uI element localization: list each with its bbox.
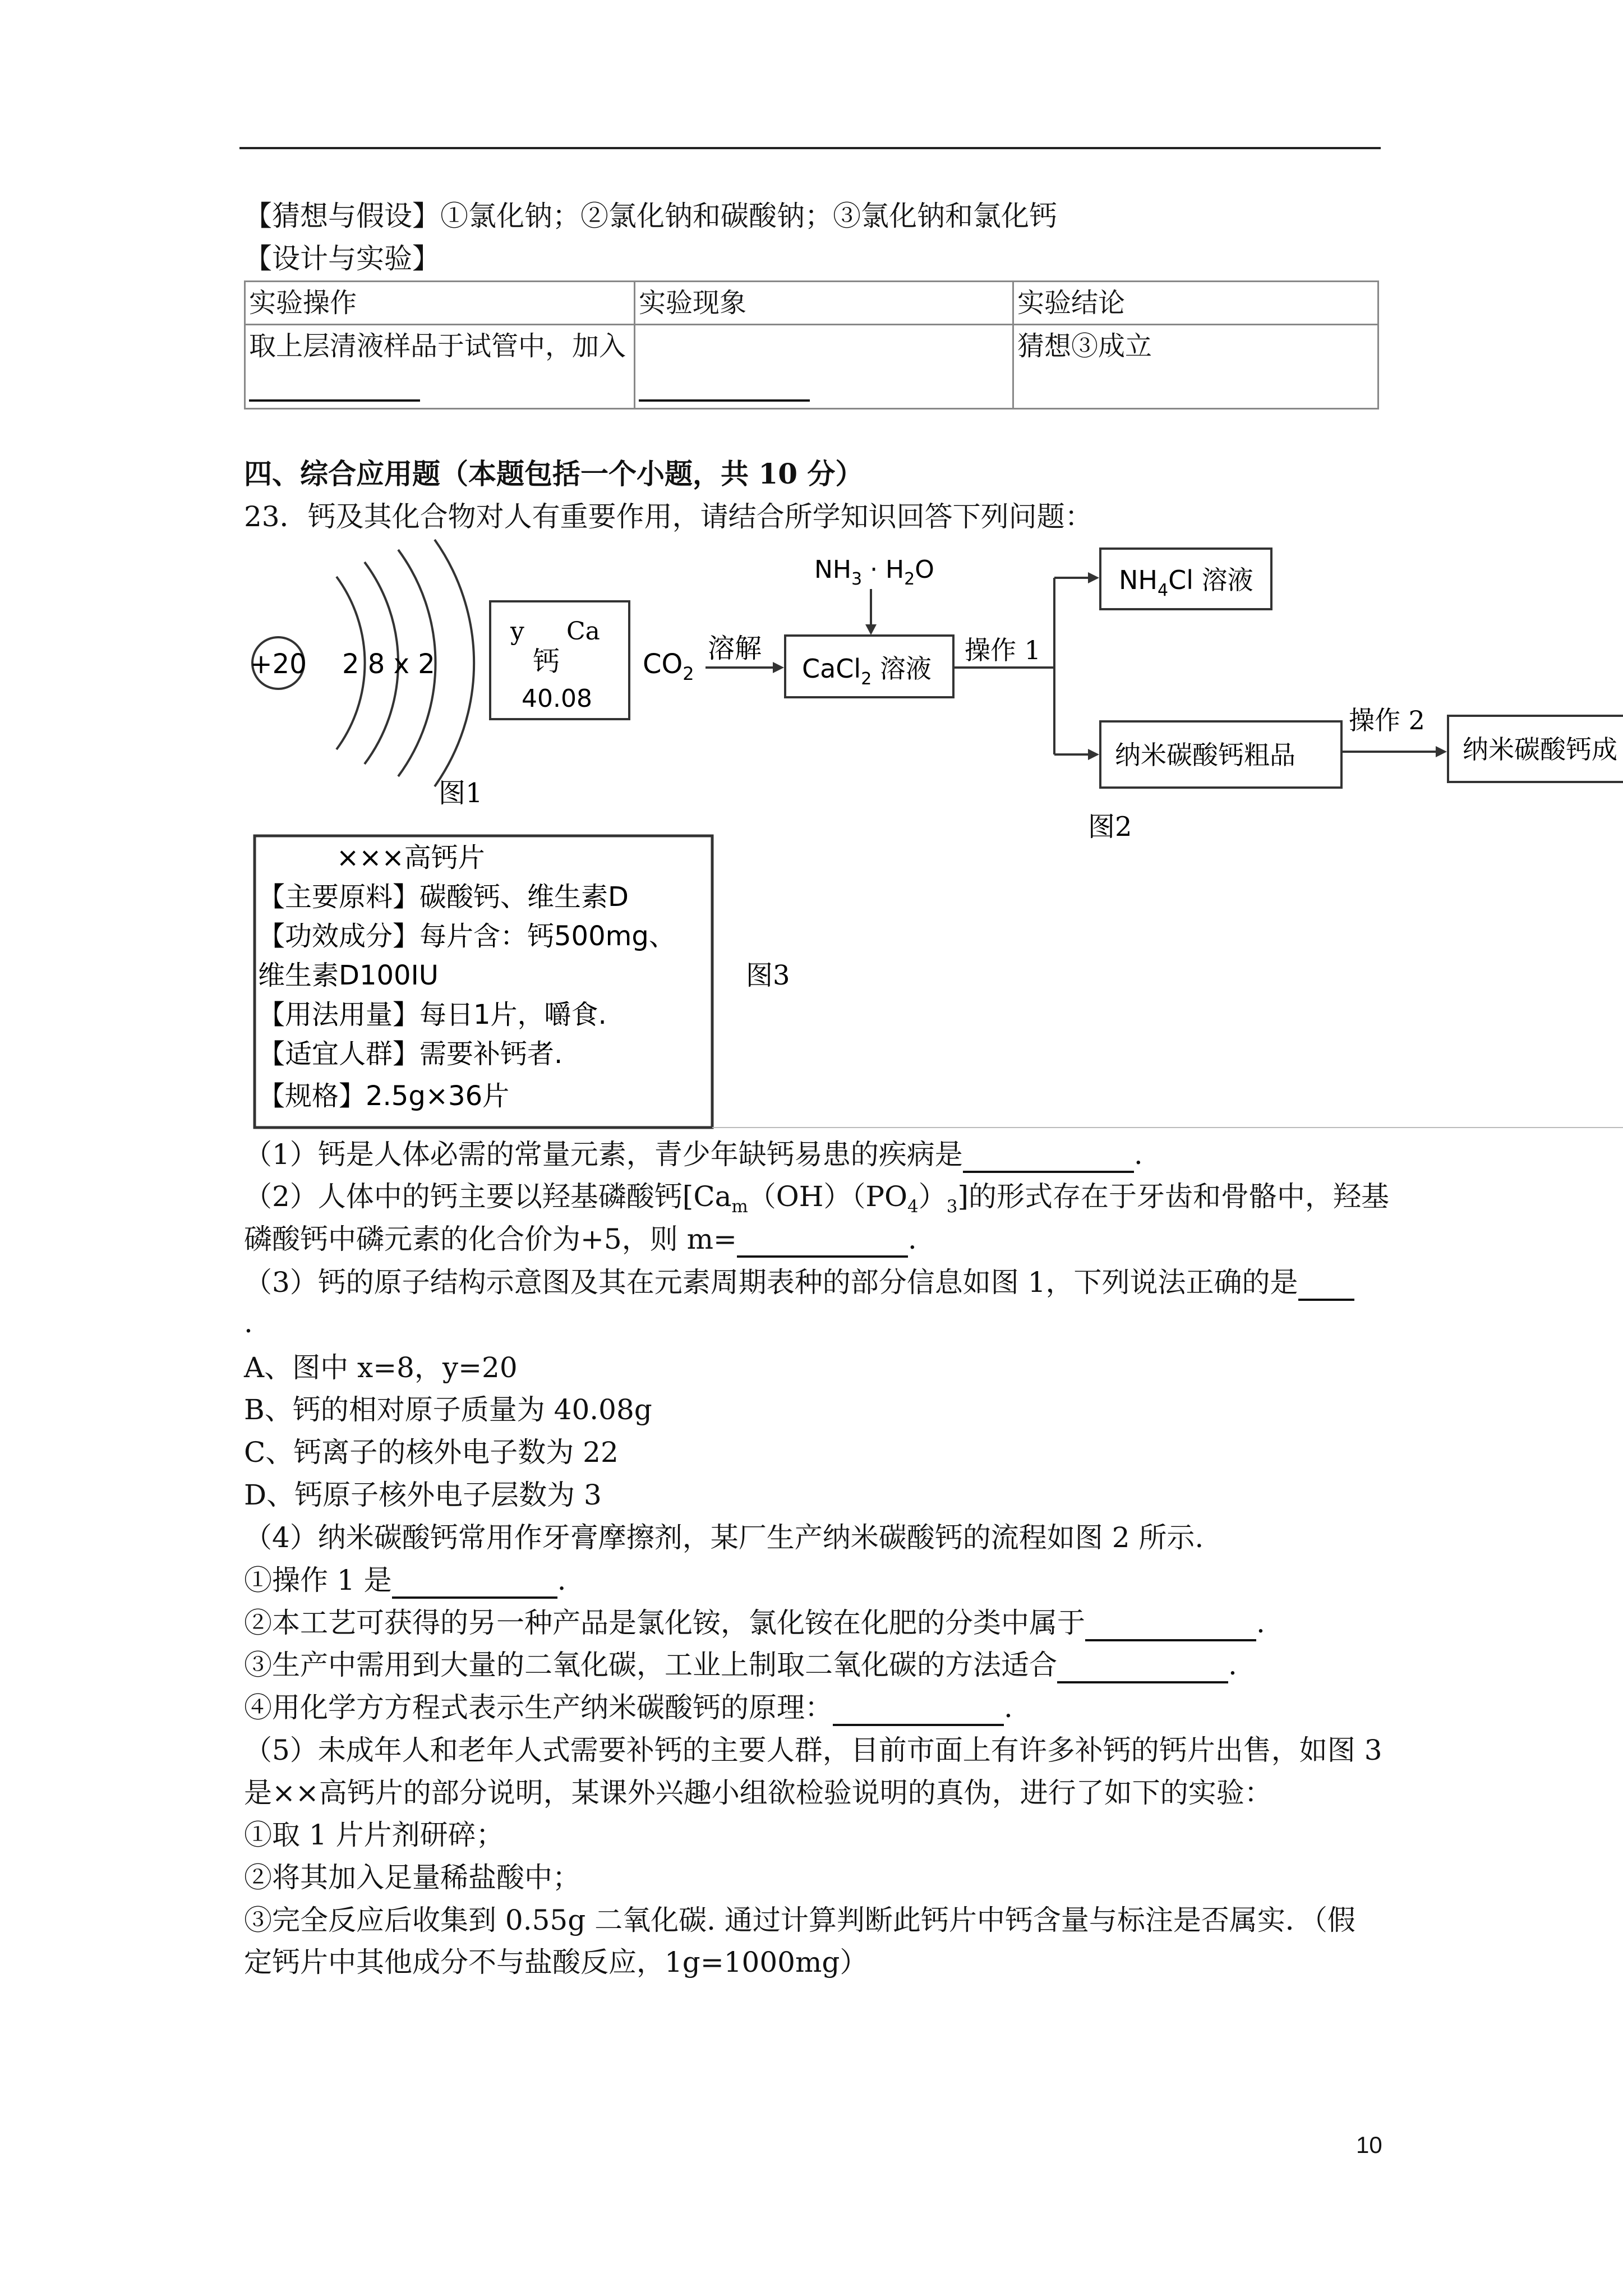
design-title: 【设计与实验】: [244, 242, 440, 275]
answer-blank[interactable]: [1085, 1611, 1256, 1641]
question-3-line1: （3）钙的原子结构示意图及其在元素周期表种的部分信息如图 1，下列说法正确的是: [244, 1264, 1354, 1301]
answer-blank[interactable]: [249, 371, 420, 402]
table-header: 实验操作: [245, 282, 635, 325]
atomic-mass: 40.08: [522, 684, 592, 713]
element-name: 钙: [533, 646, 560, 677]
question-5-line2: 是××高钙片的部分说明，某课外兴趣小组欲检验说明的真伪，进行了如下的实验：: [244, 1777, 1272, 1809]
answer-blank[interactable]: [963, 1143, 1134, 1173]
question-4-step1: ①操作 1 是 .: [244, 1562, 566, 1599]
tablet-content-cont: 维生素D100IU: [258, 960, 439, 991]
table-row: [245, 325, 1378, 409]
figure1-caption: 图1: [439, 777, 483, 809]
tablet-ingredients: 【主要原料】碳酸钙、维生素D: [258, 881, 629, 913]
page-number: 10: [1356, 2132, 1382, 2158]
ammonia-label: $NH_3 \cdot H_2O$: [814, 555, 934, 589]
q23-intro: 23．钙及其化合物对人有重要作用，请结合所学知识回答下列问题：: [244, 500, 1093, 533]
nh4cl-label: $NH_4Cl$ 溶液: [1119, 565, 1253, 600]
dissolve-label: 溶解: [708, 633, 762, 664]
table-cell-phenomenon: [635, 325, 1013, 409]
figure2-caption: 图2: [1088, 811, 1132, 843]
answer-blank[interactable]: [392, 1568, 557, 1599]
answer-blank[interactable]: [833, 1696, 1004, 1726]
operation2-label: 操作 2: [1349, 705, 1425, 735]
tablet-audience: 【适宜人群】需要补钙者.: [258, 1038, 563, 1070]
question-5-line3: ①取 1 片片剂研碎；: [244, 1819, 504, 1851]
figure3-caption: 图3: [746, 960, 790, 991]
question-5-line1: （5）未成年人和老年人式需要补钙的主要人群，目前市面上有许多补钙的钙片出售，如图 3: [244, 1734, 1382, 1766]
operation-text: 取上层清液样品于试管中，加入: [249, 330, 626, 362]
cacl2-label: CaCl$_2$ 溶液: [802, 654, 932, 689]
question-5-line5: ③完全反应后收集到 0.55g 二氧化碳. 通过计算判断此钙片中钙含量与标注是否属实．（假: [244, 1904, 1355, 1936]
question-3-dot: .: [244, 1306, 253, 1339]
option-d: D、钙原子核外电子层数为 3: [244, 1479, 602, 1511]
option-b: B、钙的相对原子质量为 40.08g: [244, 1393, 652, 1426]
crude-product-label: 纳米碳酸钙粗品: [1115, 740, 1295, 770]
answer-blank[interactable]: [1057, 1653, 1228, 1683]
tablet-spec: 【规格】2.5g×36片: [258, 1080, 510, 1112]
operation1-label: 操作 1: [965, 635, 1041, 665]
question-2-line1: （2）人体中的钙主要以羟基磷酸钙$[Ca_m(OH)(PO_4)_3]$的形式存在于牙齿和骨骼中，羟基: [244, 1180, 1390, 1217]
table-cell-conclusion: 猜想③成立: [1013, 325, 1378, 409]
answer-blank[interactable]: [639, 371, 810, 402]
answer-blank[interactable]: [1298, 1271, 1354, 1301]
tablet-title: ×××高钙片: [336, 842, 485, 873]
table-header-row: [245, 282, 1378, 325]
question-4-step3: ③生产中需用到大量的二氧化碳，工业上制取二氧化碳的方法适合 .: [244, 1646, 1237, 1683]
tablet-dosage: 【用法用量】每日1片，嚼食.: [258, 999, 607, 1030]
question-5-line4: ②将其加入足量稀盐酸中；: [244, 1861, 580, 1894]
atomic-number-var: y: [510, 617, 524, 646]
co2-label: $CO_2$: [643, 648, 694, 684]
table-header: 实验现象: [635, 282, 1013, 325]
experiment-table: [244, 280, 1379, 409]
table-cell-operation: [245, 325, 635, 409]
header-rule: [239, 147, 1381, 149]
question-5-line6: 定钙片中其他成分不与盐酸反应，1g=1000mg）: [244, 1946, 868, 1978]
question-4-step4: ④用化学方方程式表示生产纳米碳酸钙的原理： .: [244, 1689, 1013, 1726]
answer-blank[interactable]: [737, 1227, 908, 1258]
figures-svg: [236, 533, 1623, 1133]
question-2-line2: 磷酸钙中磷元素的化合价为+5，则 m= .: [244, 1221, 917, 1258]
option-c: C、钙离子的核外电子数为 22: [244, 1436, 619, 1469]
hypothesis-line: 【猜想与假设】①氯化钠；②氯化钠和碳酸钠；③氯化钠和氯化钙: [244, 200, 1057, 232]
table-header: 实验结论: [1013, 282, 1378, 325]
shell-electrons: 2 8 x 2: [342, 648, 435, 680]
question-1: （1）钙是人体必需的常量元素，青少年缺钙易患的疾病是 .: [244, 1136, 1143, 1173]
question-4-step2: ②本工艺可获得的另一种产品是氯化铵，氯化铵在化肥的分类中属于 .: [244, 1604, 1265, 1641]
nucleus-label: +20: [250, 648, 307, 680]
product-label: 纳米碳酸钙成: [1463, 734, 1617, 765]
question-4-intro: （4）纳米碳酸钙常用作牙膏摩擦剂，某厂生产纳米碳酸钙的流程如图 2 所示.: [244, 1521, 1204, 1554]
tablet-content: 【功效成分】每片含：钙500mg、: [258, 921, 676, 952]
element-symbol: Ca: [566, 617, 600, 646]
section4-title: 四、综合应用题（本题包括一个小题，共 10 分）: [244, 457, 864, 490]
option-a: A、图中 x=8，y=20: [244, 1351, 518, 1384]
